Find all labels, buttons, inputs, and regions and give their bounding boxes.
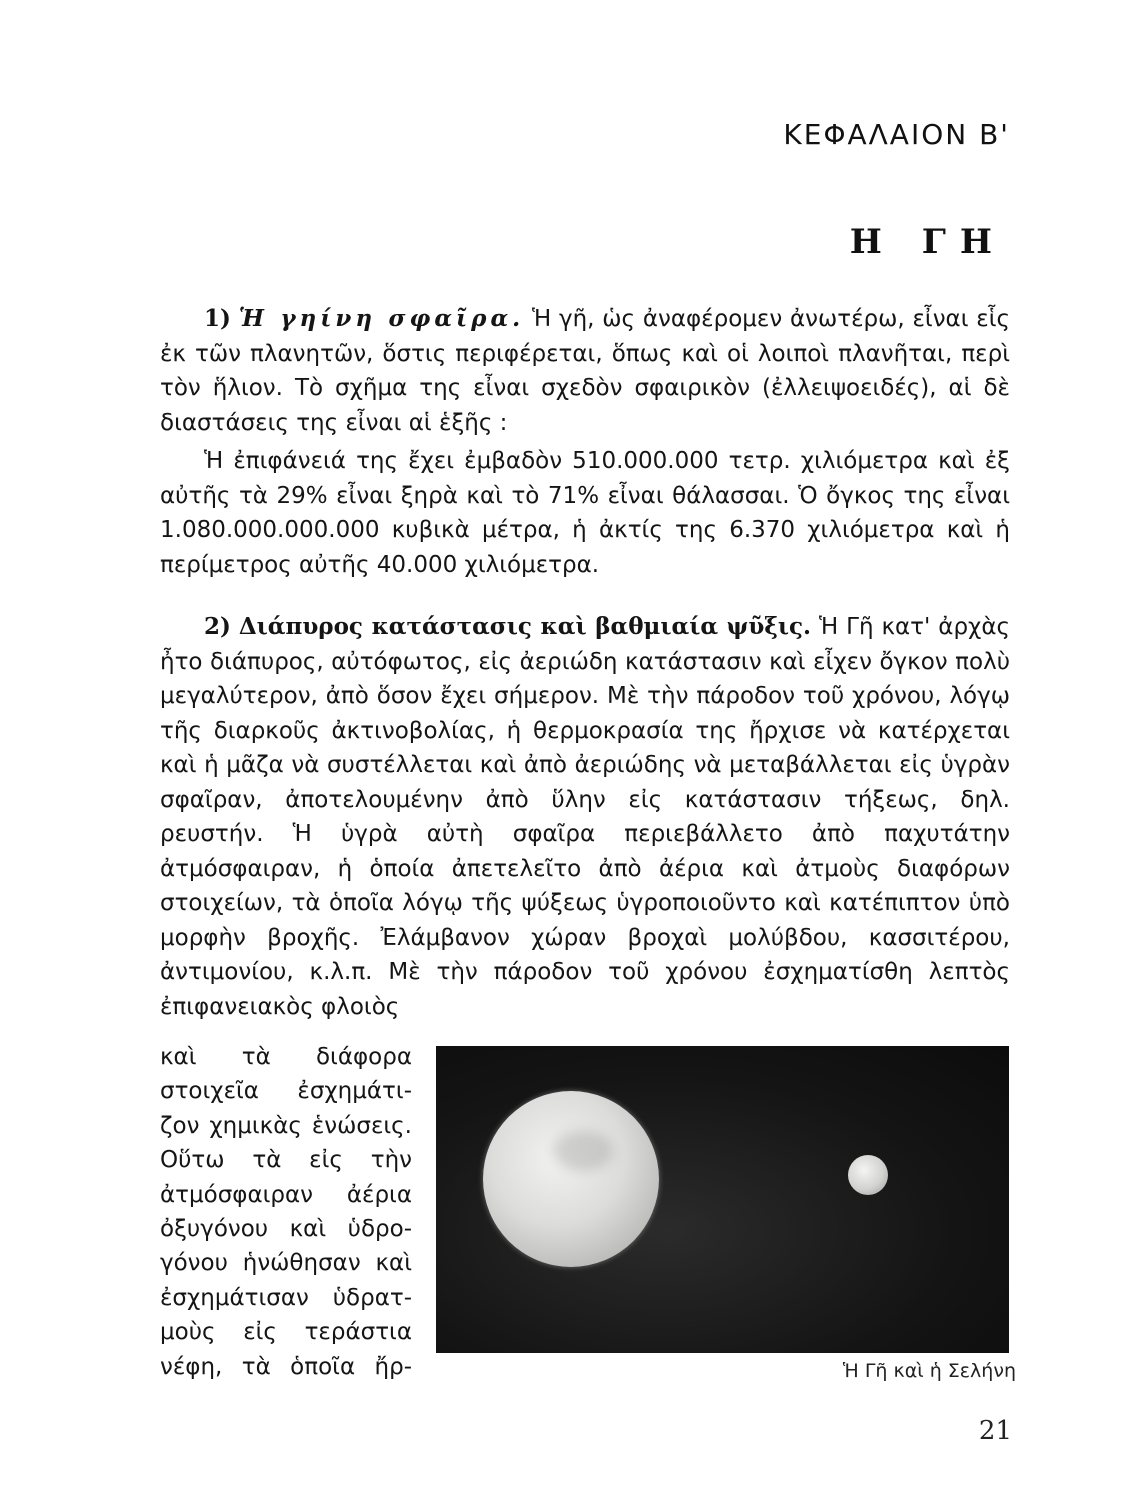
section-2-paragraph xyxy=(160,610,1010,1024)
earth-sphere xyxy=(483,1091,659,1267)
section-2-text: Ἡ Γῆ κατ' ἀρχὰς ἦτο διάπυρος, αὐτόφωτος, εἰς ἀεριώδη κατάστασιν καὶ εἶχεν ὄγκον πολὺ μεγαλύτερον, ἀπὸ ὅσον ἔχει σήμερον. Μὲ τὴν πάροδον τοῦ χρόνου, λόγῳ τῆς διαρκοῦς ἀκτινοβολίας, ἡ θερμοκρασία της ἤρχισε νὰ κατέρχεται καὶ ἡ μᾶζα νὰ συστέλλεται καὶ ἀπὸ ἀεριώδης νὰ μεταβάλλεται εἰς ὑγρὰν σφαῖραν, ἀποτελουμένην ἀπὸ ὕλην εἰς κατάστασιν τήξεως, δηλ. ρευστήν. Ἡ ὑγρὰ αὐτὴ σφαῖρα περιεβάλλετο ἀπὸ παχυτάτην ἀτμόσφαιραν, ἡ ὁποία ἀπετελεῖτο ἀπὸ ἀέρια καὶ ἀτμοὺς διαφόρων στοιχείων, τὰ ὁποῖα λόγῳ τῆς ψύξεως ὑγροποιοῦντο καὶ κατέπιπτον ὑπὸ μορφὴν βροχῆς. Ἐλάμβανον χώραν βροχαὶ μολύβδου, κασσιτέρου, ἀντιμονίου, κ.λ.π. Μὲ τὴν πάροδον τοῦ χρόνου ἐσχηματίσθη λεπτὸς ἐπιφανειακὸς φλοιὸς xyxy=(160,614,1010,1020)
moon-sphere xyxy=(848,1155,888,1195)
section-1-paragraph xyxy=(160,302,1010,440)
side-line: μοὺς εἰς τεράστια xyxy=(160,1319,412,1346)
section-1-heading: Ἡ γηίνη σφαῖρα. xyxy=(238,305,525,332)
section-1-dimensions-text: Ἡ ἐπιφάνειά της ἔχει ἐμβαδὸν 510.000.000 τετρ. χιλιόμετρα καὶ ἐξ αὐτῆς τὰ 29% εἶναι ξηρὰ καὶ τὸ 71% εἶναι θάλασσαι. Ὁ ὄγκος της εἶναι 1.080.000.000.000 κυβικὰ μέτρα, ἡ ἀκτίς της 6.370 χιλιόμετρα καὶ ἡ περίμετρος αὐτῆς 40.000 χιλιόμετρα. xyxy=(160,448,1010,578)
side-line: γόνου ἡνώθησαν καὶ xyxy=(160,1250,412,1277)
side-line: ἐσχημάτισαν ὑδρατ- xyxy=(160,1284,412,1311)
side-line: ὀξυγόνου καὶ ὑδρο- xyxy=(160,1216,412,1243)
chapter-title: Η ΓΗ xyxy=(849,222,1006,262)
side-line: καὶ τὰ διάφορα xyxy=(160,1044,412,1070)
side-line: νέφη, τὰ ὁποῖα ἤρ- xyxy=(160,1353,412,1380)
earth-moon-photo xyxy=(436,1046,1009,1353)
section-2-number: 2) xyxy=(204,613,231,640)
page-number: 21 xyxy=(978,1416,1012,1446)
section-1-text: Ἡ γῆ, ὡς ἀναφέρομεν ἀνωτέρω, εἶναι εἷς ἐκ τῶν πλανητῶν, ὅστις περιφέρεται, ὅπως καὶ οἱ λοιποὶ πλανῆται, περὶ τὸν ἥλιον. Τὸ σχῆμα της εἶναι σχεδὸν σφαιρικὸν (ἐλλειψοειδές), αἱ δὲ διαστάσεις της εἶναι αἱ ἑξῆς : xyxy=(160,306,1010,436)
section-2-heading: Διάπυρος κατάστασις καὶ βαθμιαία ψῦξις. xyxy=(238,613,812,640)
section-1-number: 1) xyxy=(204,305,231,332)
side-column-text xyxy=(160,1040,412,1384)
side-line: Οὕτω τὰ εἰς τὴν xyxy=(160,1147,412,1174)
side-line: ἀτμόσφαιραν ἀέρια xyxy=(160,1181,412,1208)
section-1-paragraph-2 xyxy=(160,444,1010,582)
side-line: ζον χημικὰς ἑνώσεις. xyxy=(160,1112,412,1139)
side-line: στοιχεῖα ἐσχημάτι- xyxy=(160,1078,412,1105)
chapter-label: ΚΕΦΑΛΑΙΟΝ Β' xyxy=(783,118,1010,151)
figure-caption: Ἡ Γῆ καὶ ἡ Σελήνη xyxy=(842,1360,1016,1382)
